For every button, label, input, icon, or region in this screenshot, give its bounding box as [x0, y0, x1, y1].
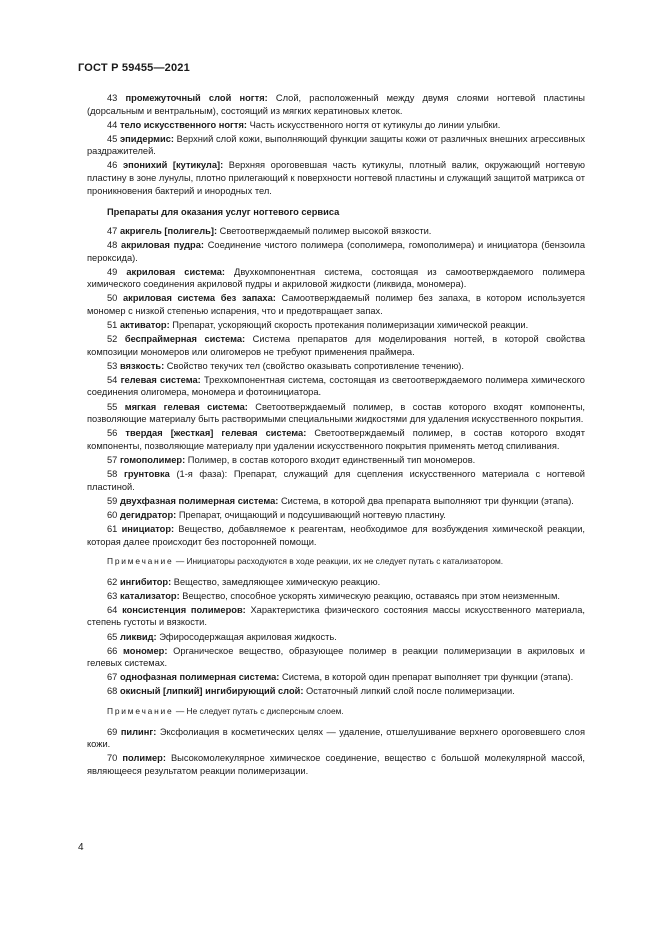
term-entry — [87, 360, 585, 373]
term-entry — [87, 631, 585, 644]
note-label: Примечание — [107, 706, 174, 717]
term-number: 67 — [107, 672, 118, 683]
term-definition: Высокомолекулярное химическое соединение, вещество с большой молекулярной массой, являющееся результатом реакции полимеризации. — [87, 753, 585, 776]
term-definition: Верхняя ороговевшая часть кутикулы, плотный валик, окружающий ногтевую пластину в зоне лунулы, плотно прилегающий к поверхности ногтевой пластины и служащий защитой матрикса от проникновения бактерий и инородных тел. — [87, 160, 585, 196]
term-definition: Препарат, ускоряющий скорость протекания полимеризации химической реакции. — [172, 320, 529, 330]
term-entry — [87, 576, 585, 589]
term-entry — [87, 266, 585, 291]
term-definition: Вещество, добавляемое к реагентам, необходимое для возбуждения химической реакции, которая далее происходит без посторонней помощи. — [87, 523, 586, 547]
term-number: 70 — [107, 753, 118, 764]
term-number: 44 — [107, 119, 118, 130]
term-entry — [87, 239, 585, 264]
term-number: 52 — [107, 334, 118, 345]
term-name: акригель [полигель]: — [119, 225, 218, 236]
term-definition: Свойство текучих тел (свойство оказывать сопротивление течению). — [166, 360, 464, 371]
term-name: акриловая система без запаха: — [123, 293, 276, 304]
term-name: однофазная полимерная система: — [119, 672, 280, 683]
term-definition: Система, в которой один препарат выполняет три функции (этапа). — [282, 672, 574, 683]
term-name: гомополимер: — [119, 454, 186, 465]
term-definition: Трехкомпонентная система, состоящая из светоотверждаемого полимера химического соединения олигомера, мономера и фотоинициатора. — [87, 374, 585, 398]
term-definition: Органическое вещество, образующее полимер в реакции полимеризации в акриловых и гелевых системах. — [87, 645, 585, 669]
term-entry — [87, 454, 585, 467]
term-entry — [87, 523, 585, 548]
term-definition: Светоотверждаемый полимер высокой вязкости. — [219, 225, 432, 236]
term-definition: Двухкомпонентная система, состоящая из самоотверждаемого полимера химического соединения акриловой пудры и акриловой жидкости (ликвида, мономера). — [87, 266, 585, 290]
term-name: пилинг: — [120, 726, 157, 737]
term-name: мягкая гелевая система: — [124, 401, 248, 412]
term-entry — [87, 374, 585, 399]
term-name: дегидратор: — [119, 509, 177, 520]
term-name: твердая [жесткая] гелевая система: — [125, 428, 307, 439]
term-name: грунтовка — [123, 469, 170, 480]
note-text: — Инициаторы расходуются в ходе реакции, их не следует путать с катализатором. — [175, 556, 504, 567]
term-definition: Соединение чистого полимера (сополимера, гомополимера) и инициатора (бензоила пероксида). — [87, 239, 585, 263]
term-definition: Эфиросодержащая акриловая жидкость. — [159, 631, 337, 642]
term-definition: Эксфолиация в косметических целях — удаление, отшелушивание верхнего ороговевшего слоя кожи. — [87, 726, 586, 750]
term-name: двухфазная полимерная система: — [119, 495, 279, 506]
term-name: окисный [липкий] ингибирующий слой: — [119, 686, 304, 697]
term-name: гелевая система: — [120, 374, 201, 385]
term-number: 51 — [107, 320, 118, 330]
term-name: промежуточный слой ногтя: — [125, 93, 268, 103]
term-definition: Полимер, в состав которого входит единственный тип мономеров. — [187, 454, 476, 465]
term-name: вязкость: — [119, 360, 165, 371]
term-name: тело искусственного ногтя: — [119, 119, 248, 130]
term-name: акриловая система: — [126, 266, 225, 277]
term-number: 64 — [107, 604, 118, 615]
term-number: 59 — [107, 495, 118, 506]
term-entry — [87, 133, 585, 158]
terms-group-nail-anatomy — [87, 92, 585, 197]
term-entry — [87, 292, 585, 317]
term-number: 61 — [107, 523, 118, 534]
section-heading: Препараты для оказания услуг ногтевого сервиса — [107, 207, 340, 218]
term-definition: Вещество, замедляющее химическую реакцию. — [173, 576, 381, 587]
term-name: мономер: — [123, 645, 168, 656]
term-name: инициатор: — [121, 523, 175, 534]
term-entry — [87, 92, 585, 117]
terms-group-polymers — [87, 576, 585, 698]
term-definition: Препарат, очищающий и подсушивающий ногтевую пластину. — [178, 509, 446, 520]
term-entry — [87, 685, 585, 698]
term-name: беспраймерная система: — [124, 334, 246, 345]
term-entry — [87, 119, 585, 132]
term-number: 55 — [107, 401, 118, 412]
term-entry — [87, 590, 585, 603]
term-definition: Светоотверждаемый полимер, в состав которого входят компоненты, позволяющие материалу быть растворимыми специальными жидкостями для удаления искусственного покрытия. — [87, 401, 585, 425]
term-number: 50 — [107, 293, 118, 304]
term-number: 49 — [107, 266, 118, 277]
term-name: консистенция полимеров: — [122, 604, 246, 615]
term-definition: Слой, расположенный между двумя слоями ногтевой пластины (дорсальным и вентральным), состоящий из мягких кератиновых клеток. — [87, 93, 585, 116]
term-number: 48 — [107, 239, 118, 250]
term-definition: Система препаратов для моделирования ногтей, в которой свойства композиции мономеров или олигомеров не требуют применения праймера. — [87, 334, 585, 357]
term-entry — [87, 159, 585, 197]
term-definition: Верхний слой кожи, выполняющий функции защиты кожи от различных внешних агрессивных раздражителей. — [87, 133, 585, 157]
note-label: Примечание — [107, 556, 174, 567]
note-initiators — [87, 555, 585, 568]
term-number: 46 — [107, 160, 118, 171]
term-entry — [87, 509, 585, 522]
terms-group-final — [87, 726, 585, 778]
term-definition: (1-я фаза): Препарат, служащий для сцепления искусственного материала с ногтевой пластиной. — [87, 469, 585, 492]
term-number: 63 — [107, 590, 118, 601]
term-entry — [87, 604, 585, 629]
term-entry — [87, 752, 585, 777]
term-name: акриловая пудра: — [121, 239, 205, 250]
term-number: 43 — [107, 93, 118, 103]
document-code: ГОСТ Р 59455—2021 — [78, 62, 190, 74]
term-definition: Самоотверждаемый полимер без запаха, в котором используется мономер с низкой степенью испарения, что и предотвращает запах. — [87, 293, 585, 316]
term-entry — [87, 726, 585, 751]
term-number: 57 — [107, 454, 118, 465]
term-number: 45 — [107, 133, 118, 144]
term-name: ликвид: — [119, 631, 157, 642]
term-definition: Вещество, способное ускорять химическую реакцию, оставаясь при этом неизменным. — [182, 590, 560, 601]
term-entry — [87, 495, 585, 508]
term-definition: Часть искусственного ногтя от кутикулы до линии улыбки. — [249, 119, 501, 130]
term-name: эпонихий [кутикула]: — [122, 160, 224, 171]
term-number: 69 — [107, 726, 118, 737]
note-sticky-layer — [87, 705, 585, 718]
term-number: 62 — [107, 576, 118, 587]
term-definition: Светоотверждаемый полимер, в состав которого входят компоненты, позволяющие материалу при удалении искусственного покрытия применять метод спиливания. — [87, 428, 585, 451]
term-name: ингибитор: — [119, 576, 172, 587]
term-name: активатор: — [119, 320, 170, 330]
term-number: 56 — [107, 428, 118, 439]
term-entry — [87, 333, 585, 358]
term-definition: Остаточный липкий слой после полимеризации. — [306, 686, 515, 697]
term-number: 53 — [107, 360, 118, 371]
term-entry — [87, 468, 585, 493]
term-entry — [87, 401, 585, 426]
term-number: 60 — [107, 509, 118, 520]
note-text: — Не следует путать с дисперсным слоем. — [175, 706, 344, 717]
term-number: 54 — [107, 374, 118, 385]
term-entry — [87, 427, 585, 452]
term-number: 47 — [107, 225, 118, 236]
term-entry — [87, 671, 585, 684]
term-name: катализатор: — [119, 590, 180, 601]
document-body — [87, 92, 585, 779]
term-entry — [87, 225, 585, 238]
term-name: эпидермис: — [120, 133, 174, 144]
page-number: 4 — [78, 842, 84, 853]
terms-group-preparations — [87, 225, 585, 548]
term-name: полимер: — [122, 753, 166, 764]
term-number: 66 — [107, 645, 118, 656]
term-definition: Система, в которой два препарата выполняют три функции (этапа). — [280, 495, 574, 506]
term-number: 58 — [107, 469, 118, 480]
term-number: 68 — [107, 686, 118, 697]
term-number: 65 — [107, 631, 118, 642]
term-entry — [87, 645, 585, 670]
term-entry — [87, 319, 585, 332]
term-definition: Характеристика физического состояния массы искусственного материала, степень густоты и вязкости. — [87, 604, 585, 628]
